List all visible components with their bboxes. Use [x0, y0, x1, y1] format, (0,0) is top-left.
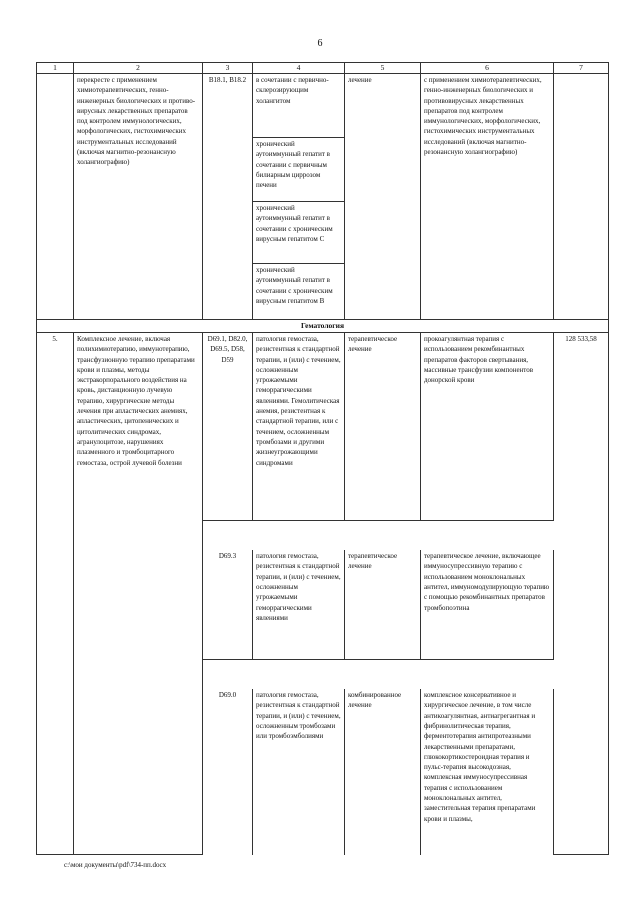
patient-model-cell: патология гемостаза, резистентная к стандартной терапии, и (или) с течением, осложненным угрожаемыми геморрагическими явлениями. Гемолитическая анемия, резистентная к стандартной терапии, или с течением, осложненным тромбозами и другими жизнеугрожающими синдромами — [253, 333, 345, 521]
header-col-6: 6 — [421, 63, 554, 74]
treatment-method-cell: терапевтическое лечение, включающее иммуносупрессивную терапию с использованием моноклональных антител, иммуномодулирующую терапию с помощью рекомбинантных препаратов тромбопоэтина — [421, 550, 554, 660]
footer-file-path: c:\мои документы\pdf\734-пп.docx — [64, 861, 167, 869]
treatment-type-cell: комбинированное лечение — [345, 689, 421, 855]
row-number-cell — [37, 74, 74, 320]
treatment-type-cell: лечение — [345, 74, 421, 320]
section-title-hematology: Гематология — [37, 320, 608, 333]
patient-model-item: хронический аутоиммунный гепатит в сочетании с первичным билиарным циррозом печени — [253, 138, 344, 202]
table-header-row — [37, 63, 608, 74]
price-cell — [554, 74, 608, 320]
treatment-method-cell: комплексное консервативное и хирургическое лечение, в том числе антикоагулянтная, антиагрегантная и фибринолитическая терапия, ферментотерапия антипротеазными лекарственными препаратами, глюкокортикостероидная терапия и пульс-терапия высокодозная, комплексная иммуносупрессивная терапия с использованием моноклональных антител, заместительная терапия препаратами крови и плазмы, — [421, 689, 554, 855]
icd-codes-cell: B18.1, B18.2 — [203, 74, 253, 320]
icd-codes-cell: D69.3 — [203, 550, 253, 660]
table-row — [37, 74, 608, 320]
header-col-4: 4 — [253, 63, 345, 74]
treatment-type-cell: терапевтическое лечение — [345, 550, 421, 660]
header-col-5: 5 — [345, 63, 421, 74]
price-cell: 128 533,58 — [554, 333, 608, 855]
page-number: 6 — [317, 38, 323, 49]
patient-model-item: хронический аутоиммунный гепатит в сочетании с хроническим вирусным гепатитом В — [256, 266, 333, 305]
treatment-type-cell: терапевтическое лечение — [345, 333, 421, 521]
patient-model-item: в сочетании с первично-склерозирующим холангитом — [253, 74, 344, 138]
header-col-1: 1 — [37, 63, 74, 74]
treatment-method-cell: прокоагулянтная терапия с использованием рекомбинантных препаратов факторов свертывания, массивные трансфузии компонентов донорской крови — [421, 333, 554, 521]
care-type-cell: перекресте с применением химиотерапевтических, генно-инженерных биологических и противо-вирусных лекарственных препаратов под контролем иммунологических, морфологических, гистохимических инструментальных исследований (включая магнитно-резонансную холангиографию) — [74, 74, 203, 320]
row-number-cell: 5. — [37, 333, 74, 855]
patient-model-cell — [253, 74, 345, 320]
header-col-2: 2 — [74, 63, 203, 74]
header-col-7: 7 — [554, 63, 608, 74]
table-row — [37, 333, 608, 855]
icd-codes-cell: D69.1, D82.0, D69.5, D58, D59 — [203, 333, 253, 521]
icd-codes-cell: D69.0 — [203, 689, 253, 855]
treatment-method-cell: с применением химиотерапевтических, генно-инженерных биологических и противовирусных лекарственных препаратов под контролем иммунологических, морфологических, гистохимических инструментальных исследований (включая магнитно-резонансную холангиографию) — [421, 74, 554, 320]
patient-model-item: хронический аутоиммунный гепатит в сочетании с хроническим вирусным гепатитом С — [253, 202, 344, 264]
care-type-cell: Комплексное лечение, включая полихимиотерапию, иммунотерапию, трансфузионную терапию препаратами крови и плазмы, методы экстракорпорального воздействия на кровь, дистанционную лучевую терапию, хирургические методы лечения при апластических анемиях, апластических, цитопенических и цитолитических синдромах, агранулоцитозе, нарушениях плазменного и тромбоцитарного гемостаза, острой лучевой болезни — [74, 333, 203, 855]
patient-model-cell: патология гемостаза, резистентная к стандартной терапии, и (или) с течением, осложненным тромбозами или тромбоэмболиями — [253, 689, 345, 855]
patient-model-cell: патология гемостаза, резистентная к стандартной терапии, и (или) с течением, осложненным угрожаемыми геморрагическими явлениями — [253, 550, 345, 660]
medical-care-table — [36, 62, 609, 855]
header-col-3: 3 — [203, 63, 253, 74]
